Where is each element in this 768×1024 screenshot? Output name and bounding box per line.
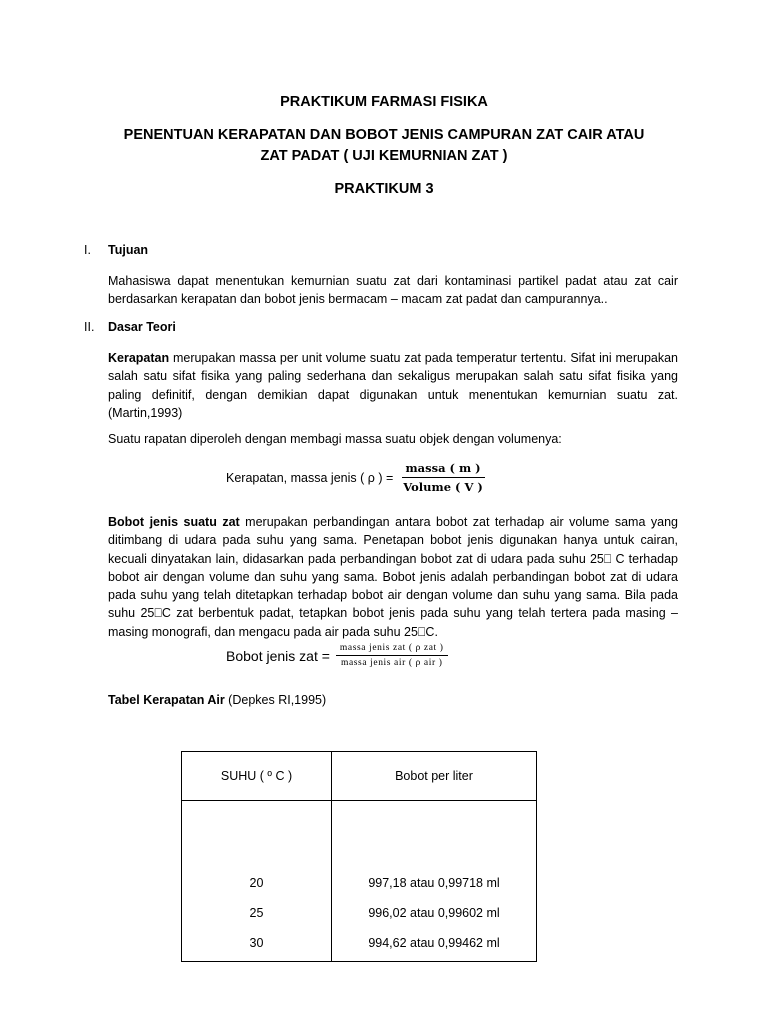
- density-formula-label: Kerapatan, massa jenis ( ρ ) =: [226, 470, 394, 485]
- table-cell: 996,02 atau 0,99602 ml: [368, 906, 500, 920]
- bobot-jenis-paragraph: [108, 513, 678, 641]
- table-caption: [108, 691, 678, 709]
- bobot-jenis-term: Bobot jenis suatu zat: [108, 515, 240, 529]
- specific-gravity-label: Bobot jenis zat =: [226, 647, 330, 664]
- table-cell: 25: [249, 906, 264, 920]
- table-cell: 30: [249, 936, 264, 950]
- kerapatan-paragraph: [108, 349, 678, 422]
- water-density-table: [181, 751, 537, 962]
- density-fraction: [399, 461, 487, 494]
- suhu-column: [182, 801, 332, 962]
- density-formula: [226, 461, 487, 494]
- table-caption-source: (Depkes RI,1995): [224, 693, 327, 707]
- header-bobot: Bobot per liter: [332, 752, 537, 801]
- table-cell: 997,18 atau 0,99718 ml: [368, 876, 500, 890]
- table-caption-title: Tabel Kerapatan Air: [108, 693, 225, 707]
- kerapatan-text: merupakan massa per unit volume suatu zat pada temperatur tertentu. Sifat ini merupakan salah satu sifat fisika yang paling sederhana dan sekaligus merupakan salah satu sifat fisika yang paling definitif, dengan demikian dapat digunakan untuk menentukan kemurnian suatu zat. (Martin,1993): [108, 351, 678, 420]
- table-body-row: [182, 801, 537, 962]
- density-denominator: Volume ( V ): [403, 480, 483, 494]
- practicum-number: PRAKTIKUM 3: [334, 181, 434, 197]
- document-subtitle-line1: PENENTUAN KERAPATAN DAN BOBOT JENIS CAMPURAN ZAT CAIR ATAU: [123, 127, 645, 143]
- section-1-heading: Tujuan: [108, 243, 149, 257]
- specific-gravity-fraction: [336, 643, 448, 668]
- table-header-row: [182, 752, 537, 801]
- specific-gravity-denominator: massa jenis air ( ρ air ): [340, 658, 443, 668]
- bobot-jenis-text: merupakan perbandingan antara bobot zat terhadap air volume sama yang ditimbang di udara pada suhu yang sama. Penetapan bobot jenis digunakan hanya untuk cairan, kecuali dinyatakan lain, didasarkan pada perbandingan bobot zat di udara pada suhu 25⎕ C terhadap bobot air dengan volume dan suhu yang sama. Bobot jenis adalah perbandingan bobot zat di udara pada suhu yang telah ditetapkan terhadap bobot air dengan volume dan suhu yang sama. Bila pada suhu 25⎕C zat berbentuk padat, tetapkan bobot jenis pada suhu yang telah tertera pada masing – masing monografi, dan mengacu pada air pada suhu 25⎕C.: [108, 515, 678, 639]
- document-subtitle-line2: ZAT PADAT ( UJI KEMURNIAN ZAT ): [260, 148, 508, 164]
- section-2-number: II.: [84, 320, 95, 334]
- specific-gravity-numerator: massa jenis zat ( ρ zat ): [336, 643, 448, 656]
- section-1-number: I.: [84, 243, 91, 257]
- specific-gravity-formula: [226, 643, 448, 668]
- header-suhu: SUHU ( º C ): [182, 752, 332, 801]
- section-1-paragraph: Mahasiswa dapat menentukan kemurnian suatu zat dari kontaminasi partikel padat atau zat cair berdasarkan kerapatan dan bobot jenis bermacam – macam zat padat dan campurannya..: [108, 274, 678, 307]
- table-cell: 994,62 atau 0,99462 ml: [368, 936, 500, 950]
- table-cell: 20: [249, 876, 264, 890]
- section-2-heading: Dasar Teori: [108, 320, 176, 334]
- document-title: PRAKTIKUM FARMASI FISIKA: [280, 94, 488, 110]
- density-numerator: massa ( m ): [402, 461, 485, 478]
- rapatan-paragraph: Suatu rapatan diperoleh dengan membagi massa suatu objek dengan volumenya:: [108, 432, 562, 446]
- kerapatan-term: Kerapatan: [108, 351, 170, 365]
- bobot-column: [332, 801, 537, 962]
